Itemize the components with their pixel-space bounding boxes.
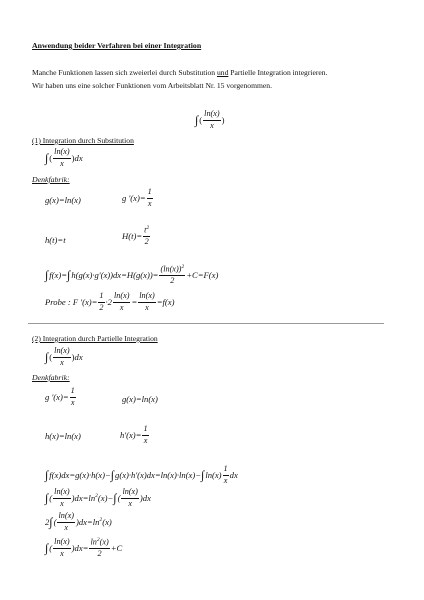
s2-equation-3: 2∫( $\frac{\ln(x)}{x}$ )$dx=\ln^2(x)$ [45, 511, 112, 532]
s2-equation-4: ∫( $\frac{\ln(x)}{x}$ )dx= $\frac{\ln^2(x)}{2}$ +C [45, 537, 123, 559]
s1-gprime-definition: g '(x)= $\frac{1}{x}$ [122, 187, 152, 208]
integral-sign-icon: ∫ [45, 350, 49, 365]
section-divider [28, 323, 384, 324]
main-integrand: $\frac{\ln(x)}{x}$ [204, 109, 220, 130]
section-1-denkfabrik: Denkfabrik: [32, 175, 70, 184]
integral-sign-icon: ∫ [110, 468, 115, 483]
integral-sign-icon: ∫ [45, 151, 49, 166]
intro-underlined-word: und [216, 68, 229, 77]
s2-g-definition: g(x)=ln(x) [122, 394, 158, 404]
s1-chain-equation: ∫f(x)=∫h(g(x)·g'(x))dx=H(g(x))= $\frac{(\ln(x))^2}{2}$ +C=F(x) [45, 264, 219, 286]
integral-sign-icon: ∫ [67, 268, 71, 283]
s1-probe-equation: Probe : F '(x)= $\frac{1}{2}$ ·2 $\frac{\ln(x)}{x}$ = $\frac{\ln(x)}{x}$ =f(x) [45, 291, 175, 312]
s1-g-definition: g(x)=ln(x) [45, 195, 81, 205]
main-integral: ∫( $\frac{\ln(x)}{x}$ ) [195, 109, 225, 130]
section-2-denkfabrik: Denkfabrik: [32, 373, 70, 382]
s2-hprime-definition: h'(x)= $\frac{1}{x}$ [120, 424, 148, 445]
s2-gprime-definition: g '(x)= $\frac{1}{x}$ [45, 386, 75, 407]
integral-sign-icon: ∫ [45, 491, 49, 506]
intro-text-after: Partielle Integration integrieren. [228, 68, 328, 77]
integral-sign-icon: ∫ [195, 113, 199, 128]
integral-sign-icon: ∫ [113, 491, 117, 506]
s1-H-definition: H(t)= $\frac{t^2}{2}$ [122, 225, 150, 247]
integral-sign-icon: ∫ [45, 541, 49, 556]
integral-sign-icon: ∫ [45, 268, 49, 283]
section-2-integral: ∫( $\frac{\ln(x)}{x}$ )dx [45, 346, 83, 367]
intro-text-before: Manche Funktionen lassen sich zweierlei durch Substitution [32, 68, 217, 77]
page-title: Anwendung beider Verfahren bei einer Integration [32, 41, 202, 50]
s2-equation-1: ∫f(x)dx=g(x)·h(x)−∫g(x)·h'(x)dx=ln(x)·ln(x)−∫ln(x) $\frac{1}{x}$ dx [45, 464, 238, 485]
s1-h-definition: h(t)=t [45, 235, 66, 245]
s2-h-definition: h(x)=ln(x) [45, 431, 81, 441]
integral-sign-icon: ∫ [45, 468, 49, 483]
intro-line-2: Wir haben uns eine solcher Funktionen vom Arbeitsblatt Nr. 15 vorgenommen. [32, 81, 272, 90]
intro-line-1 [32, 69, 327, 77]
section-1-integral: ∫( $\frac{\ln(x)}{x}$ )dx [45, 147, 83, 168]
integral-sign-icon: ∫ [49, 515, 53, 530]
s2-equation-2: ∫( $\frac{\ln(x)}{x}$ )$dx=\ln^2(x)-\int$( $\frac{\ln(x)}{x}$ )dx [45, 487, 151, 508]
integral-sign-icon: ∫ [201, 468, 205, 483]
section-2-heading: (2) Integration durch Partielle Integration [32, 334, 158, 343]
section-1-heading: (1) Integration durch Substitution [32, 136, 134, 145]
